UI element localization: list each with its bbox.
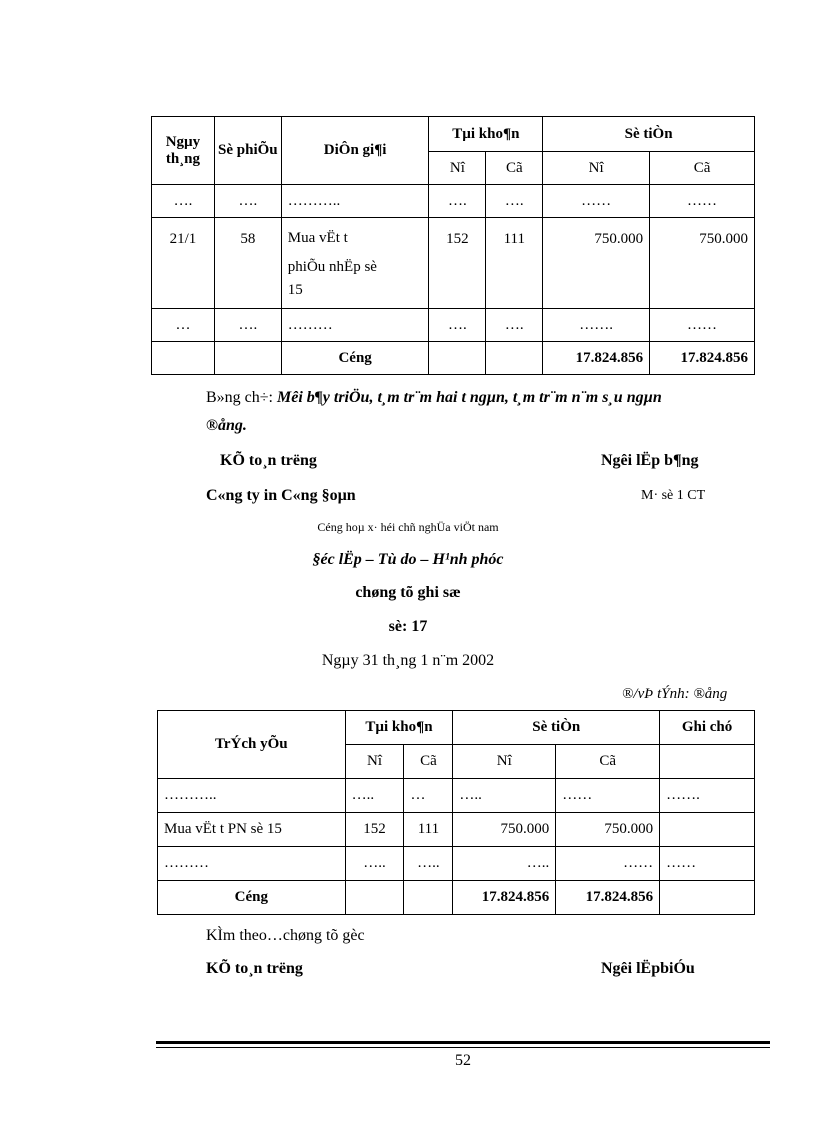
page-number: 52 xyxy=(455,1052,471,1069)
note-text-cont: ®ång. xyxy=(206,417,247,434)
cell xyxy=(214,342,281,375)
table-row xyxy=(152,218,755,309)
cell: …. xyxy=(152,185,215,218)
desc-line: 15 xyxy=(287,282,303,298)
cell: …. xyxy=(486,185,543,218)
col-header-note: Ghi chó xyxy=(660,711,755,745)
cell-amount-credit: 750.000 xyxy=(556,813,660,847)
col-header-account-debit: Nî xyxy=(345,745,404,779)
cell: ….. xyxy=(453,779,556,813)
cell-summary: Mua vËt t PN sè 15 xyxy=(158,813,346,847)
country-name: Céng hoµ x· héi chñ nghÜa viÖt nam xyxy=(317,520,499,534)
ledger-table xyxy=(151,116,755,375)
total-row xyxy=(152,342,755,375)
table-row xyxy=(152,309,755,342)
cell-amount-debit: 750.000 xyxy=(453,813,556,847)
currency-unit: ®/vÞ tÝnh: ®ång xyxy=(622,686,728,702)
document-title: chøng tõ ghi sæ xyxy=(355,584,461,601)
total-label: Céng xyxy=(281,342,429,375)
cell: …. xyxy=(429,185,486,218)
amount-in-words xyxy=(206,389,662,407)
cell: ……. xyxy=(543,309,650,342)
cell-account-debit: 152 xyxy=(429,218,486,309)
col-header-account-debit: Nî xyxy=(429,152,486,185)
col-header-amount: Sè tiÒn xyxy=(453,711,660,745)
cell xyxy=(660,881,755,915)
col-header-summary: TrÝch yÕu xyxy=(158,711,346,779)
cell xyxy=(152,342,215,375)
cell: …… xyxy=(660,847,755,881)
cell: ….. xyxy=(345,779,404,813)
note-text: Mêi b¶y triÖu, t¸m tr¨m hai t ngµn, t¸m tr¨m n¨m s¸u ngµn xyxy=(277,389,662,406)
cell: …… xyxy=(650,185,755,218)
cell-date: 21/1 xyxy=(152,218,215,309)
total-row xyxy=(158,881,755,915)
total-debit: 17.824.856 xyxy=(453,881,556,915)
col-header-amount: Sè tiÒn xyxy=(543,117,755,152)
cell: ……… xyxy=(281,309,429,342)
cell-amount-debit: 750.000 xyxy=(543,218,650,309)
document-date: Ngµy 31 th¸ng 1 n¨m 2002 xyxy=(321,652,495,669)
desc-line: phiÕu nhËp sè xyxy=(287,259,377,275)
col-header-account: Tµi kho¶n xyxy=(345,711,453,745)
table-row xyxy=(158,779,755,813)
signature-chief-accountant: KÕ to¸n trëng xyxy=(220,452,317,469)
cell: ……. xyxy=(660,779,755,813)
cell-description xyxy=(281,218,429,309)
col-header-account-credit: Cã xyxy=(486,152,543,185)
table-row xyxy=(152,185,755,218)
cell: ….. xyxy=(345,847,404,881)
col-header-amount-credit: Cã xyxy=(650,152,755,185)
total-credit: 17.824.856 xyxy=(556,881,660,915)
cell xyxy=(486,342,543,375)
attachments-note: KÌm theo…chøng tõ gèc xyxy=(206,927,365,944)
note-prefix: B»ng ch÷: xyxy=(206,389,277,406)
footer-rule xyxy=(156,1041,770,1044)
form-code: M· sè 1 CT xyxy=(641,488,706,503)
footer-rule-thin xyxy=(156,1047,770,1048)
col-header-amount-credit: Cã xyxy=(556,745,660,779)
col-header-account-credit: Cã xyxy=(404,745,453,779)
cell-note xyxy=(660,813,755,847)
col-header-amount-debit: Nî xyxy=(543,152,650,185)
cell: ….. xyxy=(404,847,453,881)
col-header-amount-debit: Nî xyxy=(453,745,556,779)
table-row xyxy=(158,813,755,847)
cell-account-debit: 152 xyxy=(345,813,404,847)
desc-line: Mua vËt t xyxy=(287,230,348,246)
cell: …… xyxy=(556,779,660,813)
cell xyxy=(660,745,755,779)
cell: …. xyxy=(214,309,281,342)
col-header-date: Ngµy th¸ng xyxy=(152,117,215,185)
cell: …… xyxy=(556,847,660,881)
cell: …. xyxy=(429,309,486,342)
cell: ….. xyxy=(453,847,556,881)
signature-preparer-2: Ngêi lËpbiÓu xyxy=(601,960,695,977)
table-row xyxy=(158,847,755,881)
company-name: C«ng ty in C«ng §oµn xyxy=(206,487,356,504)
cell-account-credit: 111 xyxy=(486,218,543,309)
motto: §éc lËp – Tù do – H¹nh phóc xyxy=(312,551,504,568)
col-header-account: Tµi kho¶n xyxy=(429,117,543,152)
cell: ……….. xyxy=(281,185,429,218)
cell: …. xyxy=(486,309,543,342)
total-label: Céng xyxy=(158,881,346,915)
cell xyxy=(345,881,404,915)
cell: … xyxy=(152,309,215,342)
cell: ……… xyxy=(158,847,346,881)
cell: …… xyxy=(543,185,650,218)
cell-amount-credit: 750.000 xyxy=(650,218,755,309)
cell-account-credit: 111 xyxy=(404,813,453,847)
cell xyxy=(404,881,453,915)
total-debit: 17.824.856 xyxy=(543,342,650,375)
col-header-description: DiÔn gi¶i xyxy=(281,117,429,185)
signature-chief-accountant-2: KÕ to¸n trëng xyxy=(206,960,303,977)
col-header-voucher: Sè phiÕu xyxy=(214,117,281,185)
voucher-table xyxy=(157,710,755,915)
cell: …… xyxy=(650,309,755,342)
cell: ……….. xyxy=(158,779,346,813)
cell xyxy=(429,342,486,375)
cell: …. xyxy=(214,185,281,218)
cell-voucher: 58 xyxy=(214,218,281,309)
total-credit: 17.824.856 xyxy=(650,342,755,375)
signature-preparer: Ngêi lËp b¶ng xyxy=(601,452,699,469)
document-number: sè: 17 xyxy=(388,618,428,635)
cell: … xyxy=(404,779,453,813)
